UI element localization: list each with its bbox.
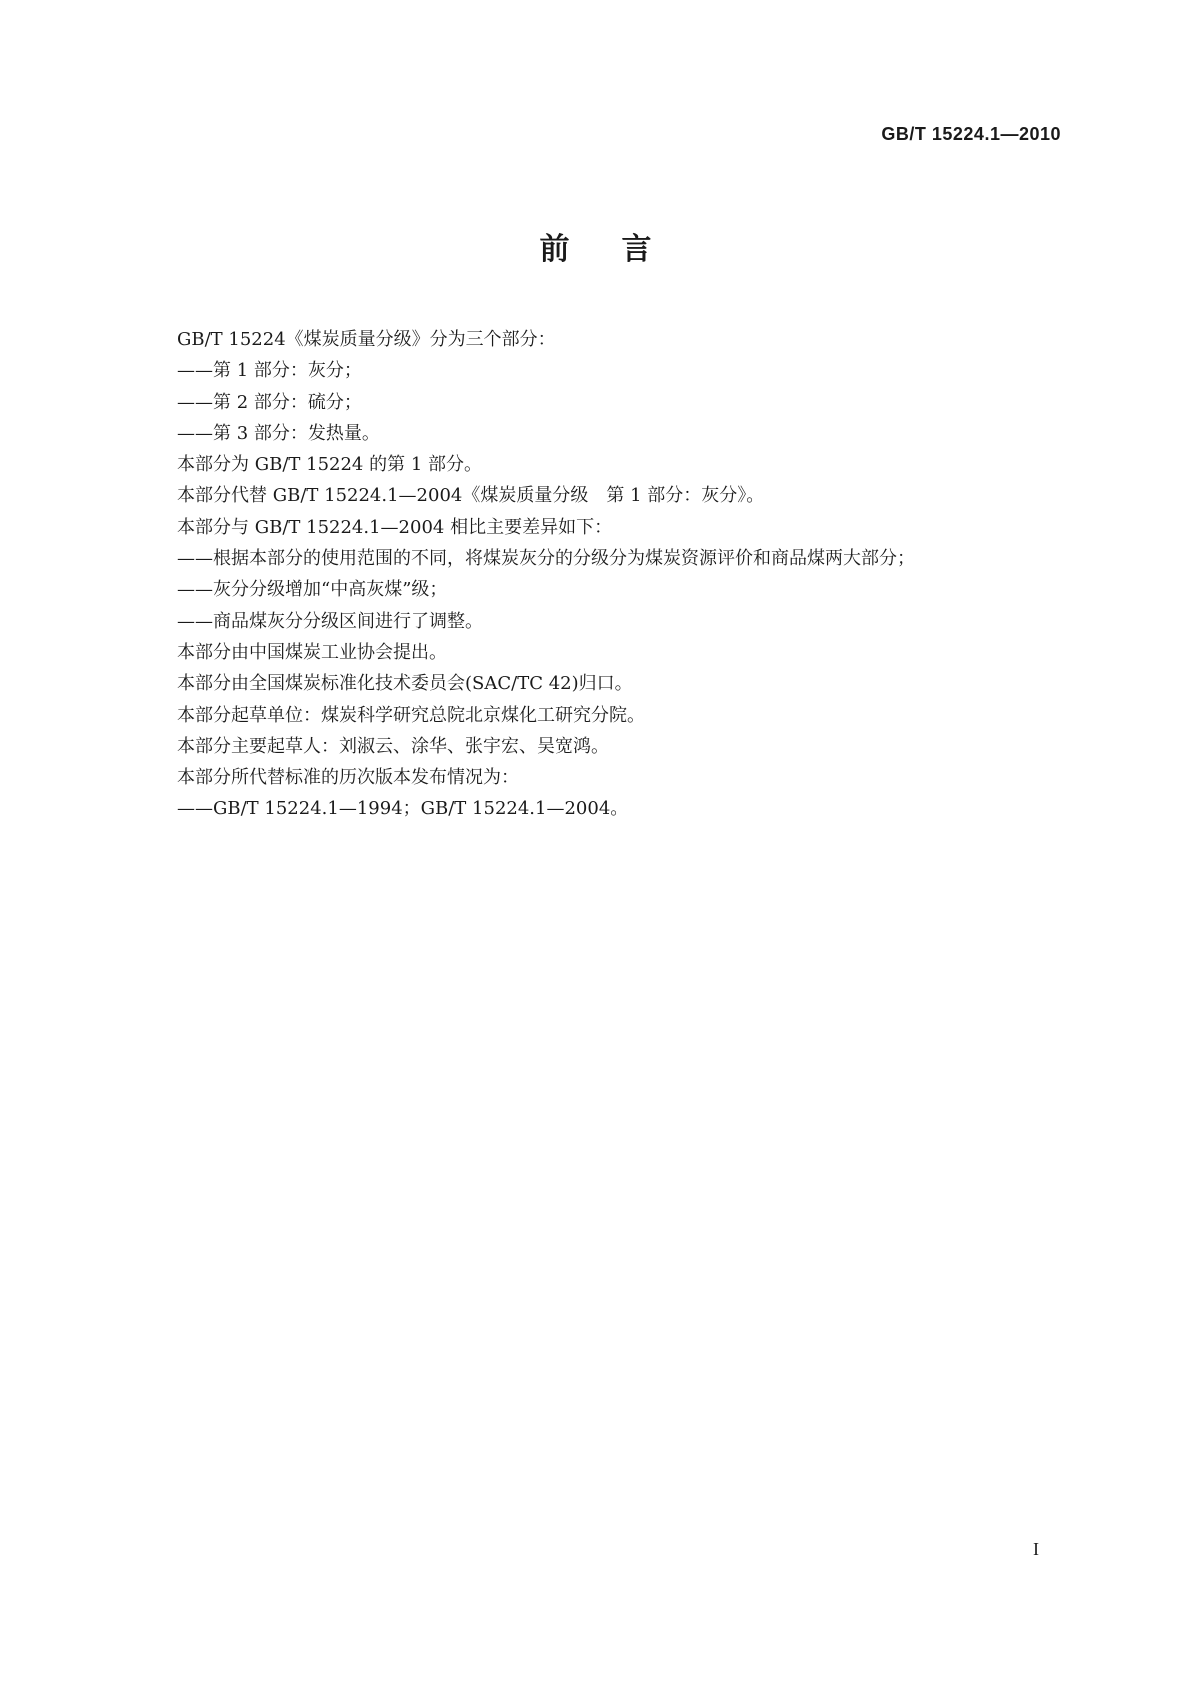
- body-line: ——商品煤灰分分级区间进行了调整。: [177, 610, 483, 632]
- body-line: 本部分起草单位：煤炭科学研究总院北京煤化工研究分院。: [177, 704, 645, 726]
- body-line: ——第 1 部分：灰分；: [177, 360, 362, 382]
- standard-code: GB/T 15224.1—2010: [881, 124, 1061, 144]
- body-line: ——根据本部分的使用范围的不同，将煤炭灰分的分级分为煤炭资源评价和商品煤两大部分；: [177, 548, 915, 570]
- body-line: ——灰分分级增加“中高灰煤”级；: [177, 579, 448, 601]
- body-line: 本部分所代替标准的历次版本发布情况为：: [177, 767, 519, 789]
- foreword-body: [177, 324, 1077, 825]
- body-line: 本部分主要起草人：刘淑云、涂华、张宇宏、吴宽鸿。: [177, 735, 609, 757]
- body-line: 本部分由全国煤炭标准化技术委员会(SAC/TC 42)归口。: [177, 673, 633, 695]
- body-line: ——GB/T 15224.1—1994；GB/T 15224.1—2004。: [177, 798, 629, 820]
- page-title: 前言: [539, 232, 704, 267]
- body-line: 本部分代替 GB/T 15224.1—2004《煤炭质量分级 第 1 部分：灰分》。: [177, 485, 765, 507]
- page-number: I: [1033, 1539, 1039, 1559]
- body-line: 本部分与 GB/T 15224.1—2004 相比主要差异如下：: [177, 516, 613, 538]
- body-line: 本部分为 GB/T 15224 的第 1 部分。: [177, 454, 482, 476]
- body-line: GB/T 15224《煤炭质量分级》分为三个部分：: [177, 329, 556, 350]
- body-line: ——第 2 部分：硫分；: [177, 391, 362, 413]
- body-line: ——第 3 部分：发热量。: [177, 422, 380, 444]
- body-line: 本部分由中国煤炭工业协会提出。: [177, 641, 447, 663]
